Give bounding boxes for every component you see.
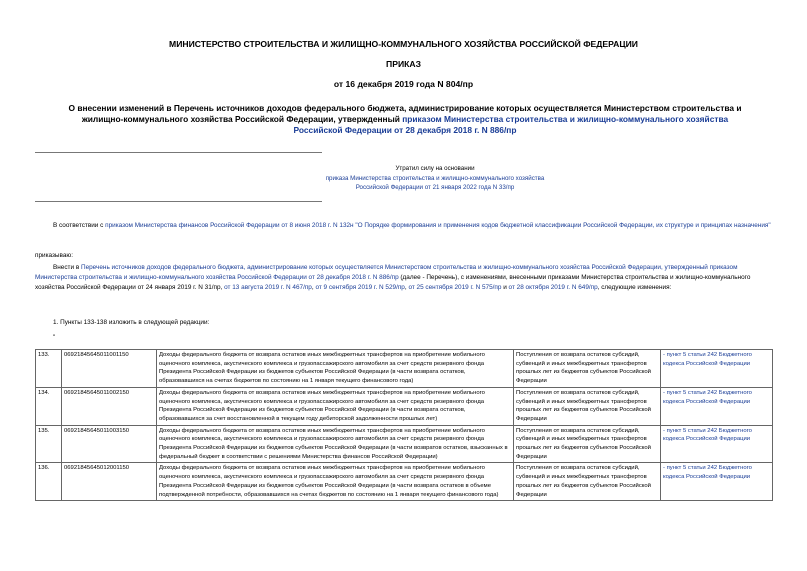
date-number-heading: от 16 декабря 2019 года N 804/пр bbox=[333, 79, 474, 89]
preamble-text: В соответствии с bbox=[53, 222, 106, 229]
opening-quote-mark: " bbox=[53, 334, 56, 341]
row-basis-link[interactable]: - пункт 5 статьи 242 Бюджетного кодекса Российской Федерации bbox=[663, 352, 752, 367]
row-description: Доходы федерального бюджета от возврата остатков иных межбюджетных трансфертов на приобретение мобильного оценочного комплекса, акустического комплекса и грузопассажирского автомобиля за счет средств резервного фонда Президента Российской Федерации из бюджетов субъектов Российской Федерации (в части возврата остатков, образовавшихся за счет восстановленной в текущем году дебиторской задолженности прошлых лет) bbox=[157, 387, 514, 425]
lost-force-label: Утратил силу на основании bbox=[395, 165, 475, 172]
amendment-text-5: и bbox=[501, 283, 509, 291]
minfin-order-link[interactable]: приказом Министерства финансов Российской Федерации от 8 июня 2018 г. N 132н "О Порядке формирования и применения кодов бюджетной классификации Российской Федерации, их структуре и принципах назначения" bbox=[105, 222, 771, 229]
row-basis-cell bbox=[661, 463, 773, 501]
amendment-text-6: , следующие изменения: bbox=[597, 283, 672, 291]
order-467-link[interactable]: от 13 августа 2019 г. N 467/пр bbox=[224, 283, 312, 291]
row-number: 133. bbox=[36, 350, 62, 388]
bottom-divider bbox=[35, 201, 322, 202]
row-number: 135. bbox=[36, 425, 62, 463]
row-description: Доходы федерального бюджета от возврата остатков иных межбюджетных трансфертов на приобретение мобильного оценочного комплекса, акустического комплекса и грузопассажирского автомобиля за счет средств резервного фонда Президента Российской Федерации из бюджетов субъектов Российской Федерации (в части возврата остатков, образовавшихся на счетах бюджетов по состоянию на 1 января текущего финансового года) bbox=[157, 350, 514, 388]
order-649-link[interactable]: от 28 октября 2019 г. N 649/пр bbox=[508, 283, 598, 291]
lost-force-note bbox=[300, 164, 570, 193]
revenue-sources-table bbox=[35, 349, 773, 501]
row-basis-cell bbox=[661, 425, 773, 463]
subtitle-text: О внесении изменений в Перечень источников доходов федерального бюджета, администрирование которых осуществляется Министерством строительства и жилищно-коммунального хозяйства Российской Федерации, утвержденный bbox=[68, 103, 742, 124]
list-link[interactable]: Перечень источников доходов федерального бюджета, администрирование которых осуществляется Министерством строительства и жилищно-коммунального хозяйства Российской Федерации, утвержденный приказом Министерства строительства и жилищно-коммунального хозяйства Российской Федерации от 28 декабря 2018 г. N 886/пр bbox=[35, 264, 738, 281]
lost-force-link-line2[interactable]: Российской Федерации от 21 января 2022 года N 33/пр bbox=[355, 184, 515, 191]
top-divider bbox=[35, 152, 322, 153]
order-word: приказываю: bbox=[35, 252, 73, 259]
row-description: Доходы федерального бюджета от возврата остатков иных межбюджетных трансфертов на приобретение мобильного оценочного комплекса, акустического комплекса и грузопассажирского автомобиля за счет средств резервного фонда Президента Российской Федерации из бюджетов субъектов Российской Федерации (в части возврата остатков в объеме подтвержденной потребности, образовавшихся на счетах бюджетов по состоянию на 1 января текущего финансового года) bbox=[157, 463, 514, 501]
amendment-paragraph bbox=[35, 263, 771, 292]
amendment-text-1: Внести в bbox=[53, 264, 81, 271]
row-number: 134. bbox=[36, 387, 62, 425]
table-row bbox=[36, 350, 773, 388]
lost-force-link-line1[interactable]: приказа Министерства строительства и жилищно-коммунального хозяйства bbox=[325, 174, 545, 182]
table-row bbox=[36, 387, 773, 425]
row-source: Поступления от возврата остатков субсидий, субвенций и иных межбюджетных трансфертов прошлых лет из бюджетов субъектов Российской Федерации bbox=[514, 463, 661, 501]
amendment-text-3: , bbox=[311, 283, 316, 291]
row-source: Поступления от возврата остатков субсидий, субвенций и иных межбюджетных трансфертов прошлых лет из бюджетов субъектов Российской Федерации bbox=[514, 425, 661, 463]
row-code: 06921845645012001150 bbox=[62, 463, 157, 501]
order-subtitle bbox=[60, 103, 750, 136]
table-row bbox=[36, 425, 773, 463]
row-source: Поступления от возврата остатков субсидий, субвенций и иных межбюджетных трансфертов прошлых лет из бюджетов субъектов Российской Федерации bbox=[514, 350, 661, 388]
order-575-link[interactable]: от 25 сентября 2019 г. N 575/пр bbox=[408, 283, 502, 291]
row-source: Поступления от возврата остатков субсидий, субвенций и иных межбюджетных трансфертов прошлых лет из бюджетов субъектов Российской Федерации bbox=[514, 387, 661, 425]
row-number: 136. bbox=[36, 463, 62, 501]
row-basis-cell bbox=[661, 350, 773, 388]
row-basis-cell bbox=[661, 387, 773, 425]
amendment-text-2: (далее - Перечень), с изменениями, внесенными приказами Министерства строительства и жилищно-коммунального хозяйства Российской Федерации от 24 января 2019 г. N 31/пр, bbox=[35, 273, 751, 291]
row-basis-link[interactable]: - пункт 5 статьи 242 Бюджетного кодекса Российской Федерации bbox=[663, 465, 752, 481]
row-code: 06921845645011003150 bbox=[62, 425, 157, 463]
ministry-heading: МИНИСТЕРСТВО СТРОИТЕЛЬСТВА И ЖИЛИЩНО-КОММУНАЛЬНОГО ХОЗЯЙСТВА РОССИЙСКОЙ ФЕДЕРАЦИИ bbox=[169, 39, 638, 49]
item-one-paragraph: 1. Пункты 133-138 изложить в следующей редакции: bbox=[53, 319, 210, 326]
subtitle-order-link[interactable]: приказом Министерства строительства и жилищно-коммунального хозяйства Российской Федерации от 28 декабря 2018 г. N 886/пр bbox=[293, 114, 729, 135]
order-529-link[interactable]: от 9 сентября 2019 г. N 529/пр bbox=[315, 283, 405, 291]
preamble-paragraph bbox=[35, 221, 771, 231]
row-basis-link[interactable]: - пункт 5 статьи 242 Бюджетного кодекса Российской Федерации bbox=[663, 389, 752, 405]
row-code: 06921845645011002150 bbox=[62, 387, 157, 425]
row-description: Доходы федерального бюджета от возврата остатков иных межбюджетных трансфертов на приобретение мобильного оценочного комплекса, акустического комплекса и грузопассажирского автомобиля за счет средств резервного фонда Президента Российской Федерации из бюджетов субъектов Российской Федерации (в части возвратов остатков, взысканных в федеральный бюджет в соответствии с решениями Министерства финансов Российской Федерации) bbox=[157, 425, 514, 463]
table-row bbox=[36, 463, 773, 501]
doc-type-heading: ПРИКАЗ bbox=[386, 59, 421, 69]
row-basis-link[interactable]: - пункт 5 статьи 242 Бюджетного кодекса Российской Федерации bbox=[663, 427, 752, 443]
row-code: 06921845645011001150 bbox=[62, 350, 157, 388]
amendment-text-4: , bbox=[404, 283, 409, 291]
